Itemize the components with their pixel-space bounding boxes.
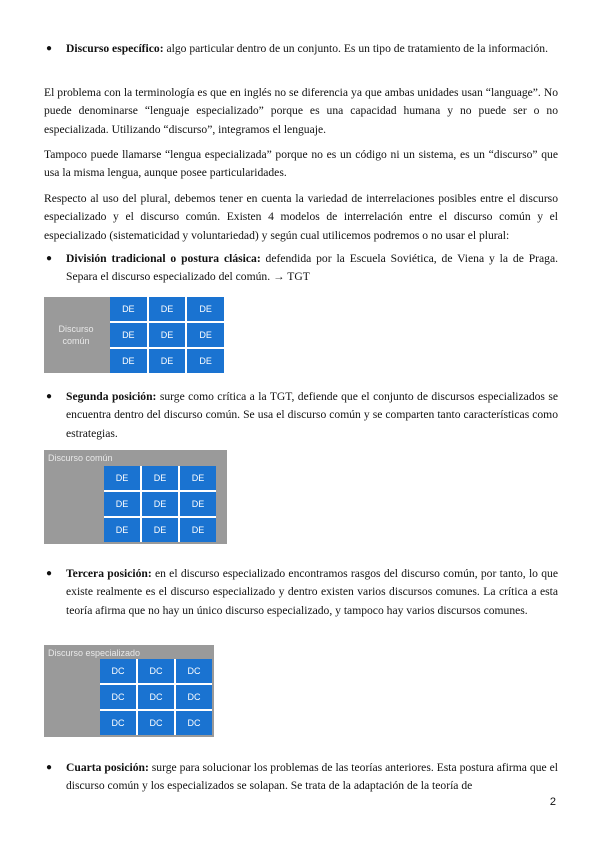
paragraph-plural: Respecto al uso del plural, debemos tener en cuenta la variedad de interrelaciones posibles entre el discurso especializado y el discurso común. Existen 4 modelos de interrelación entre el discurso común y el especializado (sistematicidad y voluntariedad) y según cual utilicemos podremos o no usar el plural: (44, 192, 558, 242)
bullet-term: División tradicional o postura clásica: (66, 252, 261, 265)
grid-cell: DE (180, 466, 216, 490)
grid-cell: DE (149, 297, 186, 321)
grid-cell: DE (180, 518, 216, 542)
bullet-division-tradicional (44, 250, 558, 287)
bullet-text: defendida por la Escuela Soviética, de Viena y la de Praga. Separa el discurso especializado del común. → TGT (66, 252, 559, 284)
bullet-dot: ● (46, 253, 53, 264)
paragraph-lengua-especializada: Tampoco puede llamarse “lengua especializada” porque no es un código ni un sistema, es un “discurso” que usa la misma lengua, aunque posee particularidades. (44, 148, 558, 180)
bullet-term: Segunda posición: (66, 390, 157, 403)
bullet-dot: ● (46, 762, 53, 773)
grid-cell: DE (142, 492, 178, 516)
bullet-discurso-especifico (44, 40, 558, 58)
grid-cell: DE (187, 297, 224, 321)
grid-cell: DE (104, 518, 140, 542)
grid-cell: DC (176, 685, 212, 709)
paragraph-terminologia: El problema con la terminología es que en inglés no se diferencia ya que ambas unidades usan “language”. No puede denominarse “lenguaje especializado” porque es una capacidad humana y no puede ser o no especializada. Utilizando “discurso”, integramos el lenguaje. (44, 86, 558, 136)
diagram-label: Discurso especializado (48, 648, 141, 658)
page-number: 2 (549, 796, 556, 808)
grid-cell: DE (187, 323, 224, 347)
bullet-text: en el discurso especializado encontramos rasgos del discurso común, por tanto, lo que existe realmente es el discurso especializado y dentro existen varios discursos comunes. La crítica a esta teoría afirma que no hay un único discurso especializado, y tampoco hay varios discursos comunes. (66, 567, 558, 617)
diagram-grid (104, 466, 216, 542)
grid-cell: DC (100, 659, 136, 683)
bullet-term: Tercera posición: (66, 567, 152, 580)
diagram-segunda-posicion (44, 450, 227, 544)
grid-cell: DE (142, 518, 178, 542)
diagram-label: Discurso común (48, 453, 113, 463)
grid-cell: DC (138, 685, 174, 709)
grid-cell: DE (104, 466, 140, 490)
diagram-grid (100, 659, 212, 735)
diagram-tercera-posicion (44, 645, 214, 737)
grid-cell: DC (138, 659, 174, 683)
bullet-text: surge para solucionar los problemas de las teorías anteriores. Esta postura afirma que el discurso común y los especializados se solapan. Se trata de la adaptación de la teoría de (66, 761, 558, 793)
bullet-dot: ● (46, 568, 53, 579)
bullet-text: surge como crítica a la TGT, defiende que el conjunto de discursos especializados se encuentra dentro del discurso común. Se usa el discurso común y se comparten tanto características como estrategias. (66, 390, 558, 440)
grid-cell: DE (110, 349, 147, 373)
bullet-segunda-posicion (44, 388, 558, 443)
grid-cell: DE (110, 323, 147, 347)
grid-cell: DE (104, 492, 140, 516)
bullet-dot: ● (46, 43, 53, 54)
grid-cell: DE (149, 349, 186, 373)
grid-cell: DE (110, 297, 147, 321)
grid-cell: DC (176, 659, 212, 683)
bullet-cuarta-posicion (44, 759, 558, 796)
grid-cell: DE (180, 492, 216, 516)
bullet-term: Discurso específico: (66, 42, 164, 55)
bullet-text: algo particular dentro de un conjunto. Es un tipo de tratamiento de la información. (163, 42, 548, 55)
grid-cell: DC (138, 711, 174, 735)
diagram-label: Discurso común (58, 324, 94, 346)
bullet-tercera-posicion (44, 565, 558, 620)
grid-cell: DC (100, 711, 136, 735)
grid-cell: DE (187, 349, 224, 373)
grid-cell: DE (142, 466, 178, 490)
grid-cell: DE (149, 323, 186, 347)
bullet-term: Cuarta posición: (66, 761, 149, 774)
diagram-grid (110, 297, 224, 373)
grid-cell: DC (100, 685, 136, 709)
diagram-division-tradicional (44, 297, 224, 373)
bullet-dot: ● (46, 391, 53, 402)
grid-cell: DC (176, 711, 212, 735)
